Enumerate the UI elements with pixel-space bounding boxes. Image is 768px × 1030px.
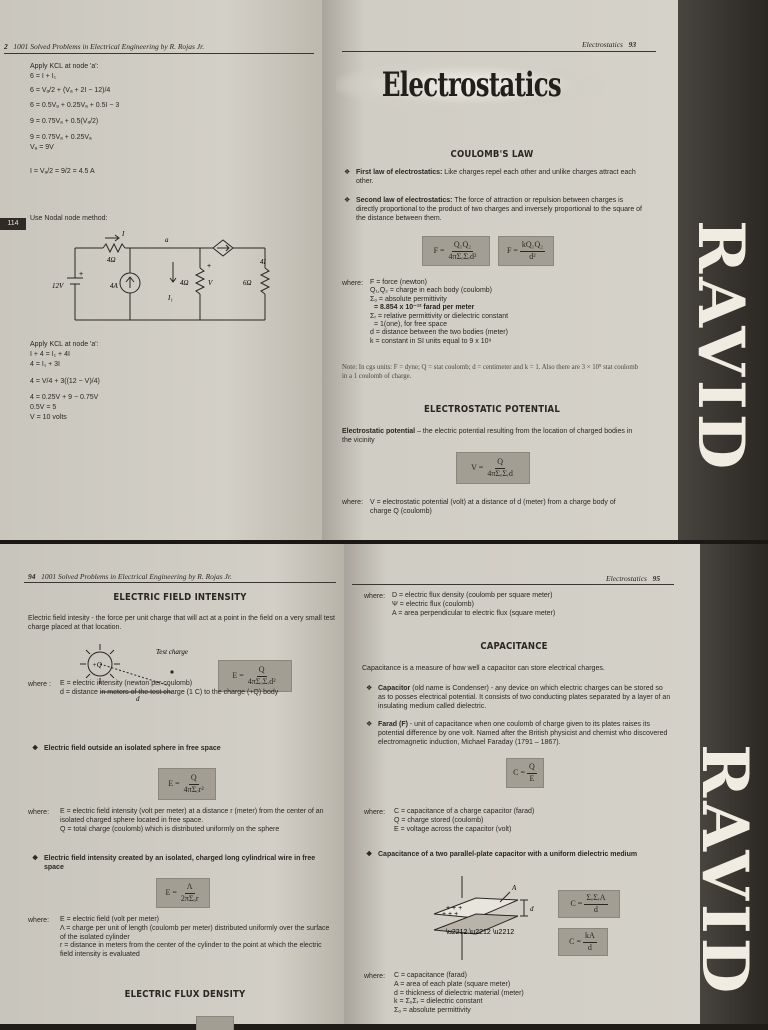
page-header: 2 1001 Solved Problems in Electrical Engineering by R. Rojas Jr.: [4, 42, 205, 51]
wire-formula: E = $\frac{\Lambda}{\text{2πΣₒr}}$: [156, 878, 210, 908]
flux-definitions: D = electric flux density (coulomb per square meter) Ψ = electric flux (coulomb) A = area perpendicular to electric flux (square meter): [392, 592, 556, 617]
page-header: Electrostatics 95: [606, 574, 661, 583]
nodal-instruction: Use Nodal node method:: [30, 215, 108, 222]
capacitance-definitions: C = capacitance of a charge capacitor (farad) Q = charge stored (coulomb) E = voltage across the capacitor (volt): [394, 808, 535, 833]
circuit-label-r2: 4Ω: [180, 279, 189, 287]
flux-formula-partial: [196, 1016, 234, 1030]
coulomb-formula-2: F = $\frac{\text{kQ₁Q₂}}{\text{d²}}$: [498, 236, 554, 266]
cgs-note: Note: In cgs units: F = dyne; Q = stat coulomb; d = centimeter and k = 1. Also there are 3 × 10⁹ stat coulomb in a 1 coulomb of charge.: [342, 364, 639, 380]
svg-text:\u2212 \u2212 \u2212: \u2212 \u2212 \u2212: [446, 929, 515, 936]
where-label: where:: [342, 280, 364, 287]
bullet-capacitor: ❖ Capacitor (old name is Condenser) - any device on which electric charges can be stored so as to posses electrical potential. It consists of two conducting plates separated by a layer of an insulating medium called dielectric.: [378, 684, 672, 711]
page-94: [0, 544, 344, 1024]
circuit-label-i: I: [122, 230, 125, 238]
where-label-3: where:: [28, 917, 50, 924]
plate-definitions: C = capacitance (farad) A = area of each plate (square meter) d = thickness of dielectric material (meter) k = ΣₒΣᵣ = dielectric constant Σₒ = absolute permittivity: [394, 972, 524, 1015]
circuit-label-v: 12V: [52, 282, 64, 290]
where-label-2: where:: [28, 809, 50, 816]
test-charge-label: Test charge: [156, 648, 188, 656]
where-label-2: where:: [364, 973, 386, 980]
header-rule: [352, 584, 674, 585]
chapter-title: Electrostatics: [381, 64, 561, 105]
section-title-coulomb: COULOMB'S LAW: [450, 149, 534, 161]
efi-definitions: E = electric intensity (newton per coulomb) d = distance in meters of the test charge (1 C) to the charge (+Q) body: [60, 680, 279, 696]
plate-formula-1: C = $\frac{\text{ΣₒΣᵣA}}{d}$: [558, 890, 620, 918]
sphere-formula: E = $\frac{Q}{\text{4πΣₒr²}}$: [158, 768, 216, 800]
adjacent-book-spine-bottom: [687, 544, 768, 1024]
page-92: [0, 0, 322, 540]
area-label: A: [512, 884, 517, 892]
spine-label-top: RAVID: [683, 220, 758, 474]
coulomb-definitions: F = force (newton) Q₁,Q₂ = charge in each body (coulomb) Σₒ = absolute permittivity = 8.854 x 10⁻¹² farad per meter Σᵣ = relative permittivity or dielectric constant = 1(one), for free space d = distance between the two bodies (meter) k = constant in SI units equal to 9 x 10⁹: [370, 279, 509, 345]
efi-formula: E = $\frac{Q}{\text{4πΣₒΣᵣd²}}$: [218, 660, 292, 692]
svg-text:+ + +: + + +: [442, 911, 459, 918]
capacitance-formula: C = $\frac{Q}{E}$: [506, 758, 544, 788]
svg-text:+ + +: + + +: [446, 905, 463, 912]
header-rule: [4, 53, 314, 54]
bullet-farad: ❖ Farad (F) - unit of capacitance when one coulomb of charge given to its plates raises its potential difference by one volt. Named after the British physicist and chemist who discovered electromagnetic induction, Michael Faraday (1791 – 1867).: [378, 720, 672, 747]
header-rule: [342, 51, 656, 52]
section-title-capacitance: CAPACITANCE: [480, 641, 548, 653]
page-95: [344, 544, 700, 1024]
where-label-2: where:: [342, 499, 364, 506]
plate-formula-2: C = $\frac{kA}{d}$: [558, 928, 608, 956]
adjacent-book-spine-top: [678, 0, 768, 540]
potential-variable-def: V = electrostatic potential (volt) at a distance of d (meter) from a charge body of charge Q (coulomb): [370, 499, 616, 516]
charge-label: +Q: [92, 661, 102, 669]
circuit-label-i1: I₁: [168, 294, 173, 302]
section-title-efi: ELECTRIC FIELD INTENSITY: [113, 592, 247, 604]
circuit-label-vl: V: [208, 279, 213, 287]
bullet-parallel-plate: ❖ Capacitance of a two parallel-plate capacitor with a uniform dielectric medium: [378, 850, 672, 859]
parallel-plate-diagram: [414, 876, 544, 966]
page-side-tab: 114: [0, 218, 26, 230]
page-header: 94 1001 Solved Problems in Electrical Engineering by R. Rojas Jr.: [28, 572, 232, 581]
law-1: ❖ First law of electrostatics: Like charges repel each other and unlike charges attract each other.: [356, 168, 646, 186]
svg-text:+: +: [207, 263, 212, 270]
circuit-label-cs: 4A: [110, 282, 118, 290]
kcl-solution-a: Apply KCL at node 'a': 6 = I + I₁ 6 = Vₐ/2 + (Vₐ + 2I − 12)/4 6 = 0.5Vₐ + 0.25Vₐ + 0.5I − 3 9 = 0.75Vₐ + 0.5(Vₐ/2) 9 = 0.75Vₐ + 0.25Vₐ Vₐ = 9V I = Vₐ/2 = 9/2 = 4.5 A: [30, 63, 120, 176]
bullet-cylindrical-wire: ❖ Electric field intensity created by an isolated, charged long cylindrical wire in free space: [44, 854, 334, 872]
law-2: ❖ Second law of electrostatics: The force of attraction or repulsion between charges is directly proportional to the product of two charges and inversely proportional to the square of the distance between them.: [356, 196, 646, 223]
kcl-solution-b: Apply KCL at node 'a': I + 4 = I₁ + 4I 4 = I₁ + 3I 4 = V/4 + 3((12 − V)/4) 4 = 0.25V + 9 − 0.75V 0.5V = 5 V = 10 volts: [30, 341, 100, 422]
header-rule: [24, 582, 336, 583]
wire-definitions: E = electric field (volt per meter) Λ = charge per unit of length (coulomb per meter) distributed uniformly over the surface of the isolated cylinder r = distance in meters from the center of the cylinder to the point at which the electric field intensity is evaluated: [60, 916, 330, 959]
potential-formula: V = $\frac{Q}{\text{4πΣₒΣᵣd}}$: [456, 452, 530, 484]
circuit-label-r1: 4Ω: [107, 256, 116, 264]
efi-definition: Electric field intesity - the force per unit charge that will act at a point in the field on a very small test charge placed at that location.: [28, 615, 335, 632]
potential-definition: Electrostatic potential – the electric potential resulting from the location of charged bodies in the vicinity: [342, 428, 633, 445]
where-label-1: where:: [364, 809, 386, 816]
svg-text:+: +: [79, 271, 84, 278]
where-label-0: where:: [364, 593, 386, 600]
section-title-potential: ELECTROSTATIC POTENTIAL: [424, 404, 560, 416]
circuit-diagram: [52, 228, 280, 328]
page-header: Electrostatics 93: [582, 40, 637, 49]
distance-label: d: [136, 695, 140, 703]
chapter-banner: [336, 60, 606, 110]
coulomb-formula-1: F = $\frac{\text{Q₁Q₂}}{\text{4πΣₒΣᵣd²}}$: [422, 236, 490, 266]
thickness-label: d: [530, 905, 534, 913]
capacitance-intro: Capacitance is a measure of how well a capacitor can store electrical charges.: [362, 665, 605, 672]
spine-label-bottom: RAVID: [687, 744, 762, 998]
where-label: where :: [28, 681, 51, 688]
page-93: [322, 0, 678, 540]
bullet-isolated-sphere: ❖ Electric field outside an isolated sphere in free space: [44, 744, 334, 753]
circuit-label-dep: 4I: [260, 258, 266, 266]
circuit-label-r3: 6Ω: [243, 279, 252, 287]
sphere-definitions: E = electric field intensity (volt per meter) at a distance r (meter) from the center of an isolated charged sphere located in free space. Q = total charge (coulomb) which is distributed uniformly on the sphere: [60, 808, 324, 833]
section-title-flux: ELECTRIC FLUX DENSITY: [124, 989, 246, 1001]
circuit-label-a: a: [165, 236, 169, 244]
